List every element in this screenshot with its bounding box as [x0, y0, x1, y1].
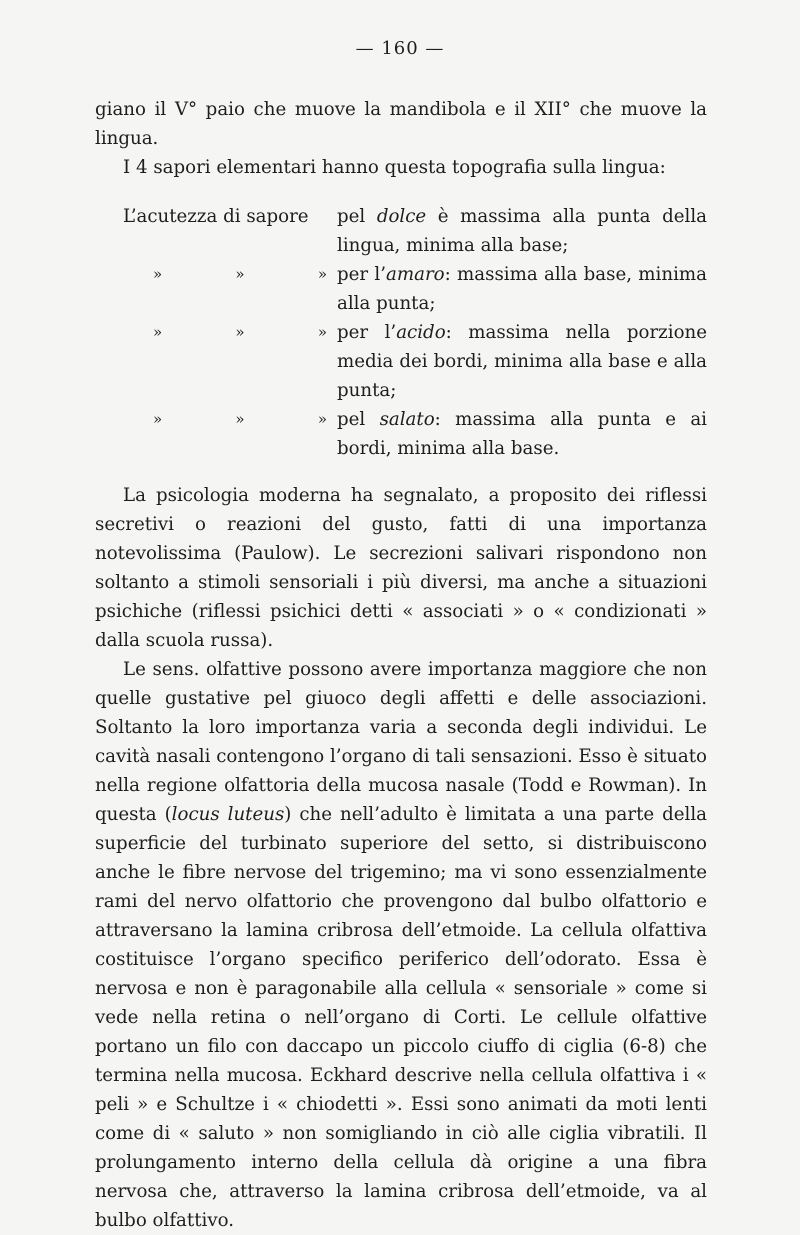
list-item-amaro: » » » per l’amaro: massima alla base, minima alla punta;: [95, 260, 707, 318]
paragraph-psychology: La psicologia moderna ha segnalato, a proposito dei riflessi secretivi o reazioni del gusto, fatti di una importanza notevolissima (Paulow). Le secrezioni salivari rispondono non soltanto a stimoli sensoriali i più diversi, ma anche a situazioni psichiche (riflessi psichici detti « associati » o « condizionati » dalla scuola russa).: [95, 485, 707, 651]
ditto-marks: » » »: [153, 410, 327, 428]
list-item-salato: » » » pel salato: massima alla punta e ai bordi, minima alla base.: [95, 405, 707, 463]
locus-luteus-term: locus luteus: [171, 804, 285, 825]
taste-name: acido: [396, 322, 446, 343]
taste-topography-list: [95, 202, 707, 463]
taste-name: salato: [379, 409, 435, 430]
paragraph-continuation: giano il V° paio che muove la mandibola e il XII° che muove la lingua.: [95, 99, 707, 149]
body-text: [95, 95, 707, 1235]
taste-name: dolce: [376, 206, 427, 227]
list-item-acido: » » » per l’acido: massima nella porzione media dei bordi, minima alla base e alla punta;: [95, 318, 707, 405]
list-item-dolce: L’acutezza di sapore pel dolce è massima alla punta della lingua, minima alla base;: [95, 202, 707, 260]
paragraph-taste-topography-intro: I 4 sapori elementari hanno questa topografia sulla lingua:: [123, 157, 666, 178]
ditto-marks: » » »: [153, 265, 327, 283]
page-number: — 160 —: [355, 38, 445, 59]
list-lead-text: L’acutezza di sapore: [123, 206, 309, 227]
taste-name: amaro: [386, 264, 445, 285]
ditto-marks: » » »: [153, 323, 327, 341]
paragraph-olfactory: Le sens. olfattive possono avere importanza maggiore che non quelle gustative pel giuoco degli affetti e delle associazioni. Soltanto la loro importanza varia a seconda degli individui. Le cavità nasali contengono l’organo di tali sensazioni. Esso è situato nella regione olfattoria della mucosa nasale (Todd e Rowman). In questa (locus luteus) che nell’adulto è limitata a una parte della superficie del turbinato superiore del setto, si distribuiscono anche le fibre nervose del trigemino; ma vi sono essenzialmente rami del nervo olfattorio che provengono dal bulbo olfattorio e attraversano la lamina cribrosa dell’etmoide. La cellula olfattiva costituisce l’organo specifico periferico dell’odorato. Essa è nervosa e non è paragonabile alla cellula « sensoriale » come si vede nella retina o nell’organo di Corti. Le cellule olfattive portano un filo con daccapo un piccolo ciuffo di ciglia (6-8) che termina nella mucosa. Eckhard descrive nella cellula olfattiva i « peli » e Schultze i « chiodetti ». Essi sono animati da moti lenti come di « saluto » non somigliando in ciò alle ciglia vibratili. Il prolungamento interno della cellula dà origine a una fibra nervosa che, attraverso la lamina cribrosa dell’etmoide, va al bulbo olfattivo.: [95, 659, 707, 1231]
